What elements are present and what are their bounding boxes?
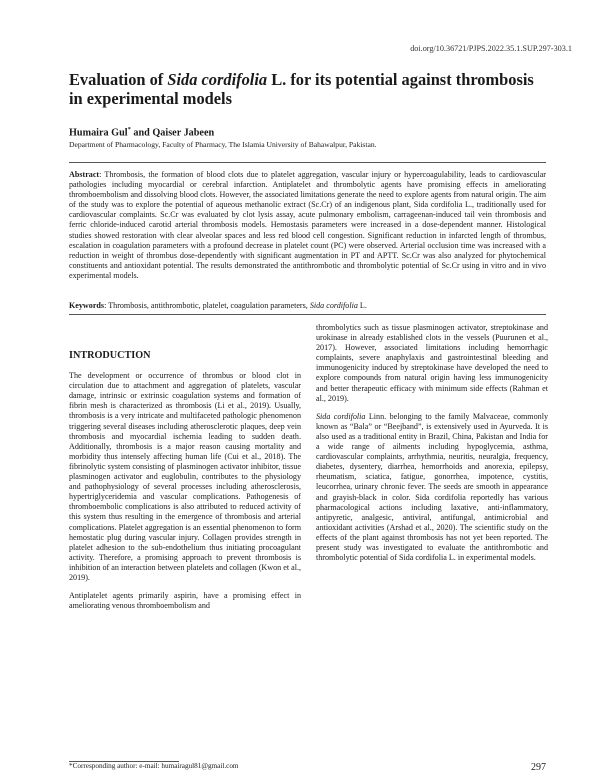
corresponding-mark: * xyxy=(127,126,131,133)
intro-paragraph-4-text: Linn. belonging to the family Malvaceae, commonly known as “Bala” or “Beejband”, is extensively used in Ayurveda. It is also used as a traditional entity in Brazil, China, Pakistan and India for a wide range of ailments including hypoglycemia, asthma, cardiovascular complaints, arrhythmia, neuritis, neuralgia, frequency, diabetes, dysentery, diarrhea, hemorrhoids and anorexia, epilepsy, rheumatism, sciatica, fatigue, gonorrhea, impotence, cystitis, leucorrhea, urinary chronic fever. The seeds are smooth in appearance and grayish-black in color. Sida cordifolia reportedly has various pharmacological actions including laxative, anti-inflammatory, antipyretic, analgesic, antiviral, antifungal, antimicrobial and antioxidant activities (Arshad et al., 2020). The scientific study on the effects of the plant against thrombosis has not yet been reported. The present study was investigated to evaluate the antithrombotic and thrombolytic potential of Sida cordifolia L. in experimental models. xyxy=(316,411,548,563)
keywords-label: Keywords xyxy=(69,301,105,310)
species-name: Sida cordifolia xyxy=(316,411,366,421)
left-column xyxy=(69,323,301,619)
intro-paragraph-3: thrombolytics such as tissue plasminogen activator, streptokinase and urokinase in already established clots in the vessels (Puurunen et al., 2017). However, associated limitations including hemorrhagic complaints, severe anaphylaxis and gastrointestinal bleeding and immunogenicity induced by streptokinase have developed the need to explore compounds from natural origin having less immunogenicity and better therapeutic efficacy with minimum side effects (Rahman et al., 2019). xyxy=(316,323,548,403)
header-divider xyxy=(69,162,546,163)
title-prefix: Evaluation of xyxy=(69,70,168,89)
doi-link[interactable]: doi.org/10.36721/PJPS.2022.35.1.SUP.297-303.1 xyxy=(410,44,572,53)
author-rest: and Qaiser Jabeen xyxy=(130,127,215,139)
abstract-divider xyxy=(69,314,546,315)
abstract xyxy=(69,170,546,281)
keywords-end: L. xyxy=(357,301,367,310)
abstract-label: Abstract xyxy=(69,170,100,179)
author-first: Humaira Gul xyxy=(69,127,128,139)
corresponding-author-footnote: *Corresponding author: e-mail: humairagul81@gmail.com xyxy=(69,762,239,770)
abstract-text: : Thrombosis, the formation of blood clots due to platelet aggregation, vascular injury or hypercoagulability, leads to cardiovascular pathologies including myocardial or cerebral infarction. Antiplatelet and thrombolytic agents have promising effects in ameliorating thromboembolism and dissolving blood clots. However, the associated limitations generate the need to explore agents from natural origin. The aim of the study was to explore the potential of aqueous methanolic extract (Sc.Cr) of an indigenous plant, Sida cordifolia L., traditionally used for cardiovascular complaints. Sc.Cr was evaluated by clot lysis assay, acute pulmonary embolism, carrageenan-induced tail vein thrombosis and ferric chloride-induced carotid arterial thrombosis models. Hemostasis parameters were increased in a dose-dependent manner. Histological studies showed restoration with clear alveolar spaces and less red blood cell congestion. Significant reduction in infarcted length of thrombus, escalation in coagulation parameters with a profound decrease in platelet count (PC) were observed. Arterial occlusion time was increased with a reduction in weight of thrombus dose-dependently with significant augmentation in PT and APTT. Sc.Cr was also analyzed for phytochemical constituents and antioxidant potential. The results demonstrated the antithrombotic and thrombolytic potential of Sc.Cr using in vitro and in vivo experimental models. xyxy=(69,170,546,280)
title-species: Sida cordifolia xyxy=(167,70,268,89)
keywords xyxy=(69,301,546,310)
section-heading-introduction: INTRODUCTION xyxy=(69,350,151,361)
right-column xyxy=(316,323,548,571)
paper-title xyxy=(69,70,549,108)
page-number: 297 xyxy=(531,762,546,773)
intro-paragraph-2: Antiplatelet agents primarily aspirin, have a promising effect in ameliorating venous thromboembolism and xyxy=(69,591,301,611)
keywords-species: Sida cordifolia xyxy=(309,301,358,310)
title-suffix: L. for its potential against thrombosis in experimental models xyxy=(69,70,534,108)
author-list xyxy=(69,126,214,138)
affiliation: Department of Pharmacology, Faculty of Pharmacy, The Islamia University of Bahawalpur, Pakistan. xyxy=(69,140,377,149)
intro-paragraph-1: The development or occurrence of thrombus or blood clot in circulation due to attachment and aggregation of platelets, vascular damage, intrinsic or extrinsic coagulation systems and formation of fibrin mesh is characterized as thrombosis (Li et al., 2019). Usually, thrombosis is a very intricate and multifaceted pathologic phenomenon triggering several diseases including atherosclerotic plaques, deep vein thrombosis and myocardial ischemia leading to sudden death. Additionally, thrombosis is a major reason causing mortality and morbidity thus intensely affecting human life (Cui et al., 2018). The fibrinolytic system consisting of plasminogen activator inhibitor, tissue plasminogen activator and euglobulin, contributes to the physiology and pathophysiology of several processes including atherosclerosis, hypertriglyceridemia and vascular complications. Pathogenesis of thromboembolic complications is also attributed to reduced activity of this system thus resulting in the emergence of thrombosis and arterial complications. Platelet aggregation is an essential phenomenon to form hemostatic plug during vascular injury. Collagen provides strength in platelet adhesion to the sub-endothelium thus initiating procoagulant activity. Therefore, a promising approach to prevent thrombosis is inhibition of an interaction between platelets and collagen (Kwon et al., 2019). xyxy=(69,371,301,582)
keywords-text: : Thrombosis, antithrombotic, platelet, coagulation parameters, xyxy=(104,301,310,310)
intro-paragraph-4 xyxy=(316,412,548,563)
